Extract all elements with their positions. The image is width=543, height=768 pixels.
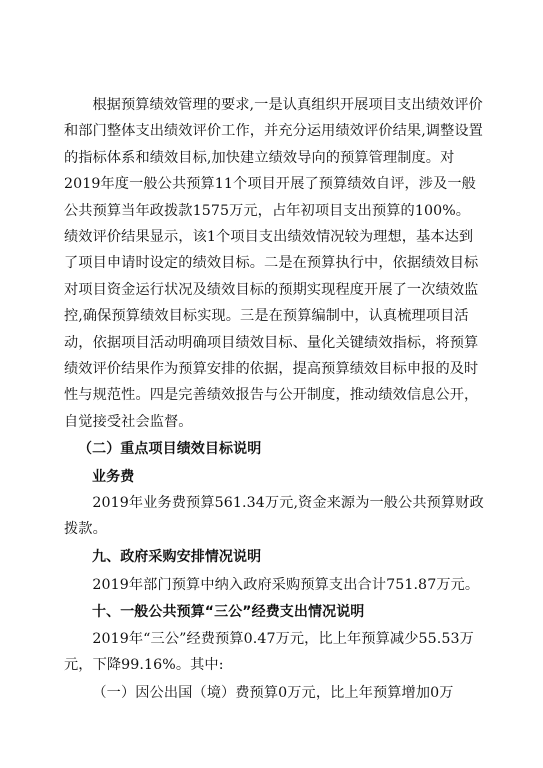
subheading-business-fee: 业务费 (92, 469, 135, 485)
paragraph-business-fee: 2019年业务费预算561.34万元,资金来源为一般公共预算财政拨款。 (64, 495, 484, 538)
paragraph-overseas-travel: （一）因公出国（境）费预算0万元，比上年预算增加0万 (92, 685, 454, 701)
paragraph-procurement: 2019年部门预算中纳入政府采购预算支出合计751.87万元。 (92, 577, 480, 593)
section-heading-three-public-expenses: 十、一般公共预算“三公”经费支出情况说明 (92, 604, 365, 620)
paragraph-performance-management (64, 92, 484, 435)
section-heading-procurement: 九、政府采购安排情况说明 (92, 549, 262, 565)
paragraph-three-public-expenses: 2019年“三公”经费预算0.47万元，比上年预算减少55.53万元，下降99.16%。其中: (64, 631, 474, 674)
paragraph-text: 根据预算绩效管理的要求,一是认真组织开展项目支出绩效评价和部门整体支出绩效评价工作，并充分运用绩效评价结果,调整设置的指标体系和绩效目标,加快建立绩效导向的预算管理制度。对2019年度一般公共预算11个项目开展了预算绩效自评，涉及一般公共预算当年政拨款1575万元，占年初项目支出预算的100%。绩效评价结果显示，该1个项目支出绩效情况较为理想，基本达到了项目申请时设定的绩效目标。二是在预算执行中，依据绩效目标对项目资金运行状况及绩效目标的预期实现程度开展了一次绩效监控,确保预算绩效目标实现。三是在预算编制中，认真梳理项目活动，依据项目活动明确项目绩效目标、量化关键绩效指标，将预算绩效评价结果作为预算安排的依据，提高预算绩效目标申报的及时性与规范性。四是完善绩效报告与公开制度，推动绩效信息公开，自觉接受社会监督。 (64, 97, 483, 430)
section-heading-key-project-goals: （二）重点项目绩效目标说明 (78, 441, 262, 457)
